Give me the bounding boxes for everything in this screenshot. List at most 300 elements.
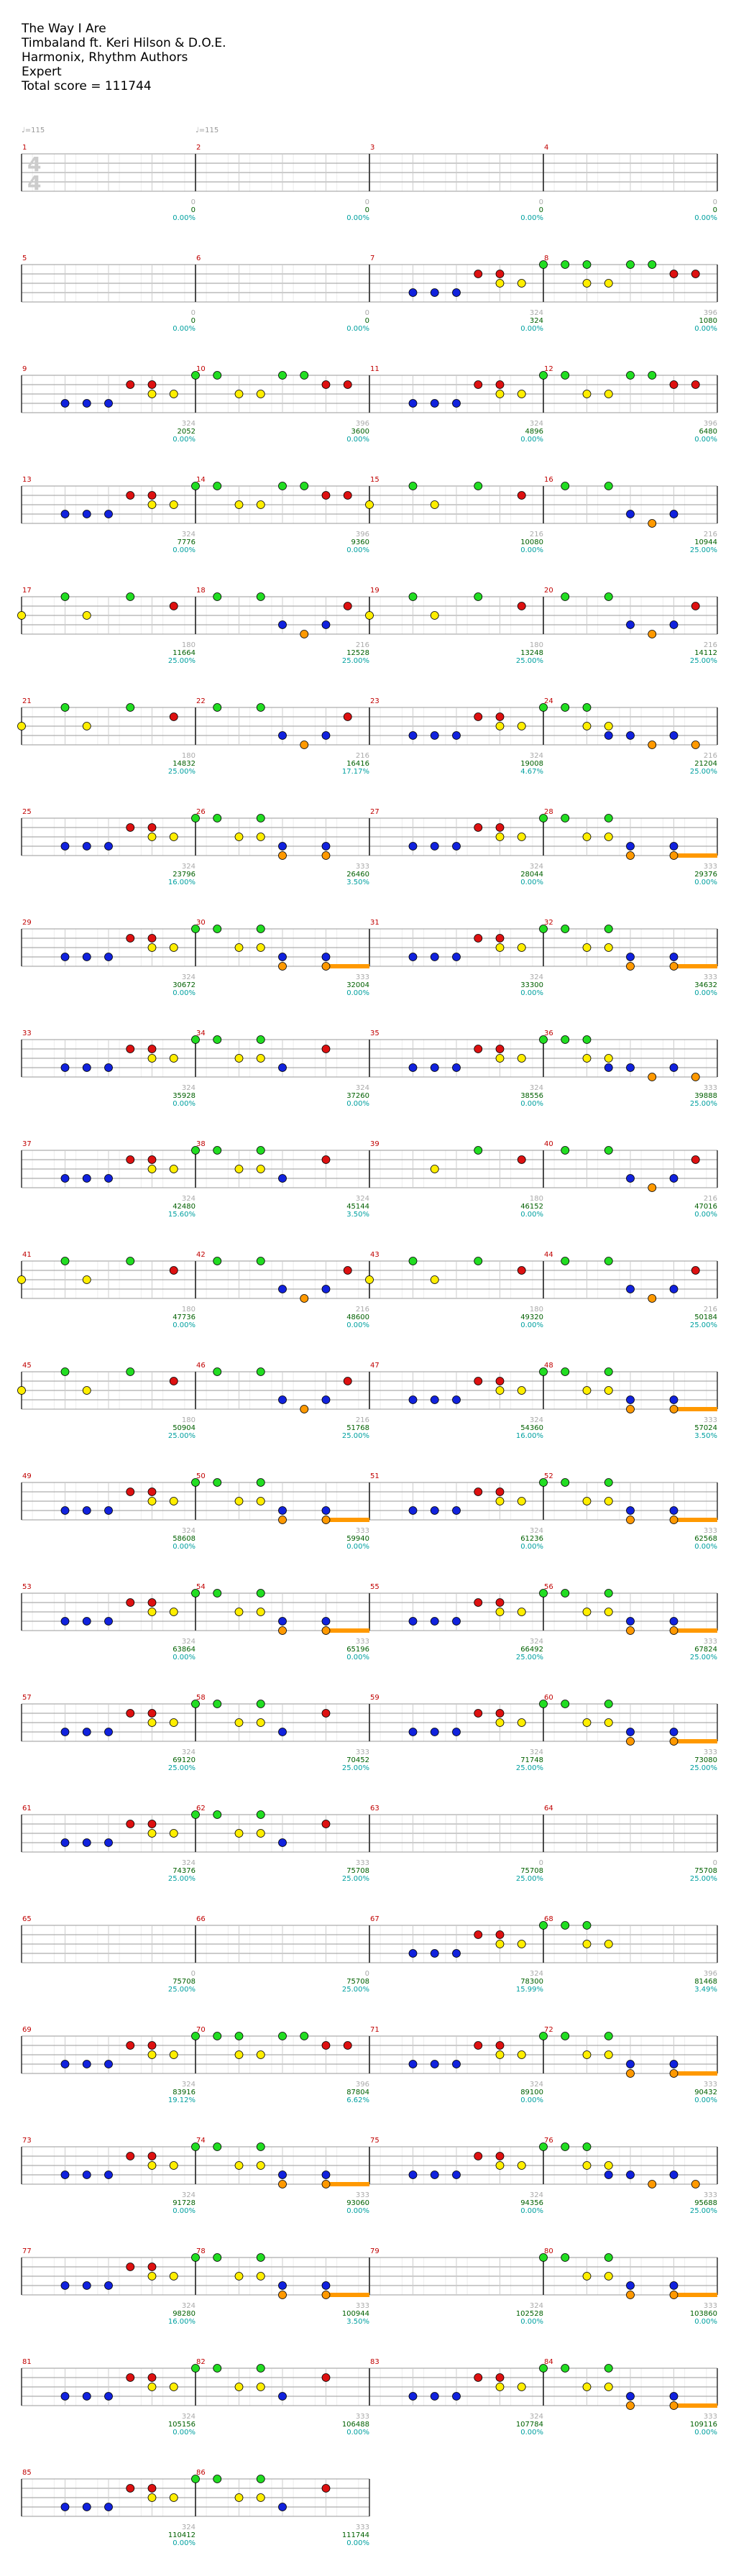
note-gem	[474, 1599, 482, 1607]
measure-base-score: 396	[355, 2081, 369, 2089]
chart-row	[22, 476, 719, 562]
note-gem	[257, 1608, 264, 1616]
measure-score	[196, 641, 369, 665]
note-gem	[453, 732, 461, 740]
measure-percentage: 16.00%	[167, 2318, 196, 2326]
note-gem	[61, 953, 69, 961]
measure-number: 69	[22, 2026, 32, 2034]
measure-cumulative-score: 7776	[177, 538, 196, 546]
measure-cumulative-score: 10080	[520, 538, 543, 546]
measure-score	[196, 2302, 369, 2326]
measure-cumulative-score: 102528	[515, 2310, 543, 2318]
note-gem	[453, 843, 461, 851]
measure-cumulative-score: 32004	[346, 981, 369, 989]
note-gem	[670, 1396, 678, 1404]
note-gem	[670, 1516, 678, 1524]
note-gem	[126, 2042, 134, 2050]
note-gem	[627, 1064, 635, 1072]
note-gem	[61, 593, 69, 601]
measure-score	[22, 973, 196, 997]
chart-row	[22, 1251, 719, 1337]
measure-cumulative-score: 21204	[694, 760, 717, 768]
measure-percentage: 0.00%	[520, 2429, 543, 2437]
measure-base-score: 324	[529, 752, 543, 760]
note-gem	[235, 1608, 243, 1616]
measure-base-score: 333	[355, 1527, 369, 1535]
note-gem	[322, 1507, 330, 1515]
note-gem	[105, 843, 113, 851]
note-gem	[604, 815, 612, 822]
measure-score	[196, 973, 369, 997]
note-gem	[627, 1507, 635, 1515]
measure-cumulative-score: 50184	[694, 1314, 717, 1321]
note-gem	[496, 833, 504, 841]
note-gem	[213, 1368, 221, 1376]
measure-base-score: 324	[181, 2191, 196, 2199]
note-gem	[61, 2393, 69, 2401]
measure-score	[196, 1416, 369, 1440]
note-gem	[235, 1498, 243, 1505]
note-gem	[61, 1728, 69, 1736]
measure-percentage: 17.17%	[341, 768, 369, 776]
measure-number: 41	[22, 1251, 32, 1259]
note-gem	[604, 2162, 612, 2170]
note-gem	[431, 1618, 438, 1626]
note-gem	[126, 593, 134, 601]
measure-percentage: 25.00%	[341, 657, 369, 665]
measure-percentage: 0.00%	[694, 879, 717, 886]
note-gem	[627, 1406, 635, 1413]
measure-score	[196, 2524, 369, 2547]
measure-percentage: 25.00%	[341, 1875, 369, 1883]
measure-percentage: 0.00%	[520, 1321, 543, 1329]
note-gem	[257, 2273, 264, 2281]
note-gem	[627, 1396, 635, 1404]
chart-row	[22, 2137, 719, 2223]
note-gem	[670, 2402, 678, 2410]
measure-percentage: 25.00%	[167, 1875, 196, 1883]
note-gem	[257, 1165, 264, 1173]
measure-score	[196, 1970, 369, 1994]
note-gem	[583, 1719, 591, 1727]
note-gem	[148, 1608, 156, 1616]
note-gem	[604, 2032, 612, 2040]
note-gem	[431, 1165, 438, 1173]
note-gem	[126, 2374, 134, 2382]
measure-number: 61	[22, 1805, 32, 1812]
note-gem	[518, 390, 525, 398]
measure-cumulative-score: 14832	[172, 760, 196, 768]
note-gem	[235, 2032, 243, 2040]
note-gem	[496, 2042, 504, 2050]
note-gem	[496, 1931, 504, 1939]
note-gem	[148, 1156, 156, 1164]
measure-score	[369, 752, 543, 776]
note-gem	[61, 2171, 69, 2179]
note-gem	[213, 1479, 221, 1487]
note-gem	[213, 925, 221, 933]
chart-row	[22, 144, 719, 230]
note-gem	[257, 704, 264, 712]
note-gem	[344, 2042, 351, 2050]
measure-score	[196, 2081, 369, 2104]
measure-percentage: 0.00%	[520, 325, 543, 333]
note-gem	[583, 1036, 591, 1044]
note-gem	[474, 1488, 482, 1496]
note-gem	[148, 935, 156, 943]
measure-base-score: 324	[181, 1084, 196, 1092]
measure-percentage: 0.00%	[520, 2207, 543, 2215]
note-gem	[213, 372, 221, 380]
note-gem	[670, 2282, 678, 2290]
measure-cumulative-score: 324	[529, 317, 543, 325]
note-gem	[322, 2042, 330, 2050]
measure-base-score: 333	[703, 1638, 717, 1646]
note-gem	[83, 612, 91, 620]
note-gem	[583, 2051, 591, 2059]
measure-percentage: 0.00%	[346, 1100, 369, 1108]
note-gem	[170, 390, 178, 398]
sustain-tail	[326, 2182, 370, 2186]
measure-base-score: 324	[181, 2524, 196, 2531]
measure-number: 1	[22, 144, 27, 152]
measure-number: 62	[196, 1805, 206, 1812]
measure-base-score: 333	[355, 2302, 369, 2310]
note-gem	[170, 1378, 178, 1385]
note-gem	[279, 1064, 287, 1072]
measure-percentage: 0.00%	[694, 2429, 717, 2437]
note-gem	[691, 1073, 699, 1081]
sustain-tail	[326, 2293, 370, 2297]
note-gem	[148, 1045, 156, 1053]
note-gem	[691, 1267, 699, 1275]
note-gem	[213, 1036, 221, 1044]
measure-percentage: 0.00%	[520, 2096, 543, 2104]
note-gem	[279, 482, 287, 490]
note-gem	[496, 1488, 504, 1496]
chart-row	[22, 1030, 719, 1116]
note-gem	[18, 1387, 26, 1395]
measure-cumulative-score: 94356	[520, 2199, 543, 2207]
measure-base-score: 324	[181, 2302, 196, 2310]
measure-score	[196, 2413, 369, 2437]
note-gem	[518, 1608, 525, 1616]
measure-cumulative-score: 11664	[172, 649, 196, 657]
measure-number: 59	[370, 1694, 380, 1702]
note-gem	[691, 1156, 699, 1164]
measure-number: 60	[544, 1694, 553, 1702]
note-gem	[83, 1175, 91, 1183]
measure-percentage: 0.00%	[346, 2429, 369, 2437]
measure-cumulative-score: 111744	[341, 2531, 369, 2539]
measure-cumulative-score: 37260	[346, 1092, 369, 1100]
measure-score	[369, 1195, 543, 1219]
measure-cumulative-score: 0	[538, 206, 543, 214]
note-gem	[604, 723, 612, 730]
measure-percentage: 0.00%	[520, 1543, 543, 1551]
measure-number: 71	[370, 2026, 380, 2034]
measure-score	[369, 863, 543, 886]
measure-cumulative-score: 0	[364, 317, 369, 325]
note-gem	[431, 1064, 438, 1072]
note-gem	[279, 1516, 287, 1524]
measure-score	[543, 1416, 717, 1440]
measure-cumulative-score: 83916	[172, 2089, 196, 2096]
note-gem	[235, 2494, 243, 2502]
note-gem	[148, 1710, 156, 1718]
note-gem	[583, 704, 591, 712]
measure-number: 70	[196, 2026, 206, 2034]
note-gem	[518, 1719, 525, 1727]
note-gem	[279, 1175, 287, 1183]
measure-number: 23	[370, 697, 380, 705]
note-gem	[83, 510, 91, 518]
note-gem	[148, 381, 156, 389]
measure-percentage: 25.00%	[341, 1764, 369, 1772]
note-gem	[235, 2273, 243, 2281]
measure-score	[22, 2524, 196, 2547]
measure-percentage: 16.00%	[515, 1432, 543, 1440]
measure-cumulative-score: 6480	[699, 428, 717, 436]
measure-percentage: 3.50%	[346, 879, 369, 886]
measure-percentage: 4.67%	[520, 768, 543, 776]
note-gem	[322, 1156, 330, 1164]
measure-score	[543, 1859, 717, 1883]
note-gem	[170, 1165, 178, 1173]
note-gem	[213, 1811, 221, 1819]
note-gem	[496, 1710, 504, 1718]
measure-base-score: 333	[703, 2302, 717, 2310]
note-gem	[453, 2061, 461, 2068]
note-gem	[279, 1618, 287, 1626]
measure-number: 67	[370, 1915, 380, 1923]
note-gem	[148, 2374, 156, 2382]
note-gem	[474, 1378, 482, 1385]
measure-number: 45	[22, 1362, 32, 1370]
note-gem	[105, 2393, 113, 2401]
note-gem	[496, 1498, 504, 1505]
measure-percentage: 0.00%	[172, 1321, 196, 1329]
note-gem	[561, 1590, 569, 1598]
measure-base-score: 0	[190, 198, 196, 206]
note-gem	[561, 704, 569, 712]
measure-number: 8	[544, 255, 549, 262]
note-gem	[409, 1396, 417, 1404]
note-gem	[604, 1064, 612, 1072]
note-gem	[322, 2181, 330, 2188]
measure-number: 14	[196, 476, 206, 484]
measure-percentage: 25.00%	[689, 1764, 717, 1772]
note-gem	[431, 843, 438, 851]
note-gem	[496, 2153, 504, 2160]
measure-number: 36	[544, 1030, 553, 1037]
note-gem	[148, 1488, 156, 1496]
measure-number: 20	[544, 587, 553, 595]
note-gem	[105, 1728, 113, 1736]
note-gem	[648, 261, 656, 269]
measure-number: 27	[370, 808, 380, 816]
note-gem	[474, 935, 482, 943]
note-gem	[431, 289, 438, 297]
note-gem	[561, 2143, 569, 2151]
note-gem	[322, 1627, 330, 1635]
measure-percentage: 3.50%	[346, 2318, 369, 2326]
song-title: The Way I Are	[22, 22, 106, 36]
note-gem	[18, 723, 26, 730]
note-gem	[670, 852, 678, 860]
note-gem	[518, 492, 525, 500]
measure-base-score: 324	[355, 1195, 369, 1203]
measure-score	[196, 1195, 369, 1219]
measure-base-score: 0	[364, 198, 369, 206]
measure-score	[22, 1195, 196, 1219]
measure-base-score: 180	[181, 641, 196, 649]
total-score: Total score = 111744	[22, 79, 152, 93]
note-gem	[148, 944, 156, 952]
note-gem	[474, 381, 482, 389]
note-gem	[431, 1396, 438, 1404]
note-gem	[300, 741, 308, 749]
measure-number: 49	[22, 1472, 32, 1480]
measure-percentage: 25.00%	[689, 546, 717, 554]
note-gem	[453, 2171, 461, 2179]
note-gem	[561, 1147, 569, 1155]
note-gem	[670, 2070, 678, 2078]
note-gem	[627, 1618, 635, 1626]
note-gem	[148, 2485, 156, 2493]
note-gem	[453, 1728, 461, 1736]
measure-base-score: 216	[529, 531, 543, 538]
note-gem	[148, 824, 156, 832]
chart-row	[22, 2469, 719, 2555]
measure-score	[369, 1970, 543, 1994]
measure-percentage: 0.00%	[346, 1654, 369, 1661]
note-gem	[670, 1285, 678, 1293]
note-gem	[322, 381, 330, 389]
measure-base-score: 396	[703, 309, 717, 317]
measure-score	[22, 1416, 196, 1440]
note-gem	[322, 732, 330, 740]
note-gem	[409, 1618, 417, 1626]
measure-cumulative-score: 38556	[520, 1092, 543, 1100]
note-gem	[474, 1257, 482, 1265]
note-gem	[61, 1257, 69, 1265]
note-gem	[61, 510, 69, 518]
note-gem	[627, 1728, 635, 1736]
note-gem	[235, 1165, 243, 1173]
note-gem	[257, 2475, 264, 2483]
note-gem	[126, 2485, 134, 2493]
note-gem	[670, 2061, 678, 2068]
note-gem	[604, 2051, 612, 2059]
measure-score	[543, 420, 717, 444]
note-gem	[213, 704, 221, 712]
note-gem	[148, 1165, 156, 1173]
note-gem	[583, 280, 591, 288]
song-artist: Timbaland ft. Keri Hilson & D.O.E.	[22, 36, 226, 50]
note-gem	[83, 1276, 91, 1284]
note-gem	[105, 1839, 113, 1847]
note-gem	[561, 925, 569, 933]
note-gem	[496, 381, 504, 389]
measure-base-score: 180	[529, 1306, 543, 1314]
note-gem	[83, 723, 91, 730]
measure-percentage: 0.00%	[694, 2318, 717, 2326]
measure-number: 12	[544, 365, 553, 373]
chart-row	[22, 1805, 719, 1891]
measure-cumulative-score: 78300	[520, 1978, 543, 1986]
measure-cumulative-score: 28044	[520, 871, 543, 879]
note-gem	[126, 1599, 134, 1607]
measure-base-score: 324	[181, 1748, 196, 1756]
note-gem	[453, 1396, 461, 1404]
measure-number: 56	[544, 1583, 553, 1591]
note-gem	[148, 2162, 156, 2170]
measure-base-score: 333	[355, 1748, 369, 1756]
measure-score	[369, 1084, 543, 1108]
note-gem	[61, 1368, 69, 1376]
note-gem	[409, 1064, 417, 1072]
measure-cumulative-score: 73080	[694, 1756, 717, 1764]
note-gem	[257, 1811, 264, 1819]
note-gem	[83, 1507, 91, 1515]
note-gem	[257, 1368, 264, 1376]
measure-base-score: 324	[529, 2413, 543, 2421]
measure-base-score: 324	[529, 1970, 543, 1978]
measure-percentage: 0.00%	[172, 2207, 196, 2215]
note-gem	[126, 1156, 134, 1164]
note-gem	[474, 1931, 482, 1939]
note-gem	[670, 2393, 678, 2401]
note-gem	[409, 1257, 417, 1265]
note-gem	[148, 1599, 156, 1607]
note-gem	[344, 1267, 351, 1275]
note-gem	[213, 1257, 221, 1265]
note-gem	[518, 1940, 525, 1948]
note-gem	[213, 2475, 221, 2483]
note-gem	[235, 1055, 243, 1063]
measure-score	[22, 1527, 196, 1551]
note-gem	[431, 400, 438, 408]
note-gem	[474, 270, 482, 278]
note-gem	[213, 1147, 221, 1155]
note-gem	[474, 1710, 482, 1718]
measure-base-score: 324	[529, 309, 543, 317]
measure-percentage: 0.00%	[346, 2539, 369, 2547]
measure-number: 47	[370, 1362, 380, 1370]
note-gem	[604, 1479, 612, 1487]
measure-number: 18	[196, 587, 206, 595]
note-gem	[257, 1590, 264, 1598]
note-gem	[604, 1368, 612, 1376]
measure-cumulative-score: 39888	[694, 1092, 717, 1100]
measure-base-score: 324	[529, 1527, 543, 1535]
note-gem	[322, 1396, 330, 1404]
measure-cumulative-score: 45144	[346, 1203, 369, 1211]
note-gem	[627, 2070, 635, 2078]
note-gem	[148, 1498, 156, 1505]
measure-score	[22, 752, 196, 776]
note-gem	[518, 1267, 525, 1275]
measure-score	[369, 973, 543, 997]
measure-percentage: 15.99%	[515, 1986, 543, 1994]
note-gem	[126, 1368, 134, 1376]
measure-number: 22	[196, 697, 206, 705]
measure-number: 30	[196, 919, 206, 927]
note-gem	[279, 953, 287, 961]
note-gem	[474, 824, 482, 832]
note-gem	[344, 381, 351, 389]
